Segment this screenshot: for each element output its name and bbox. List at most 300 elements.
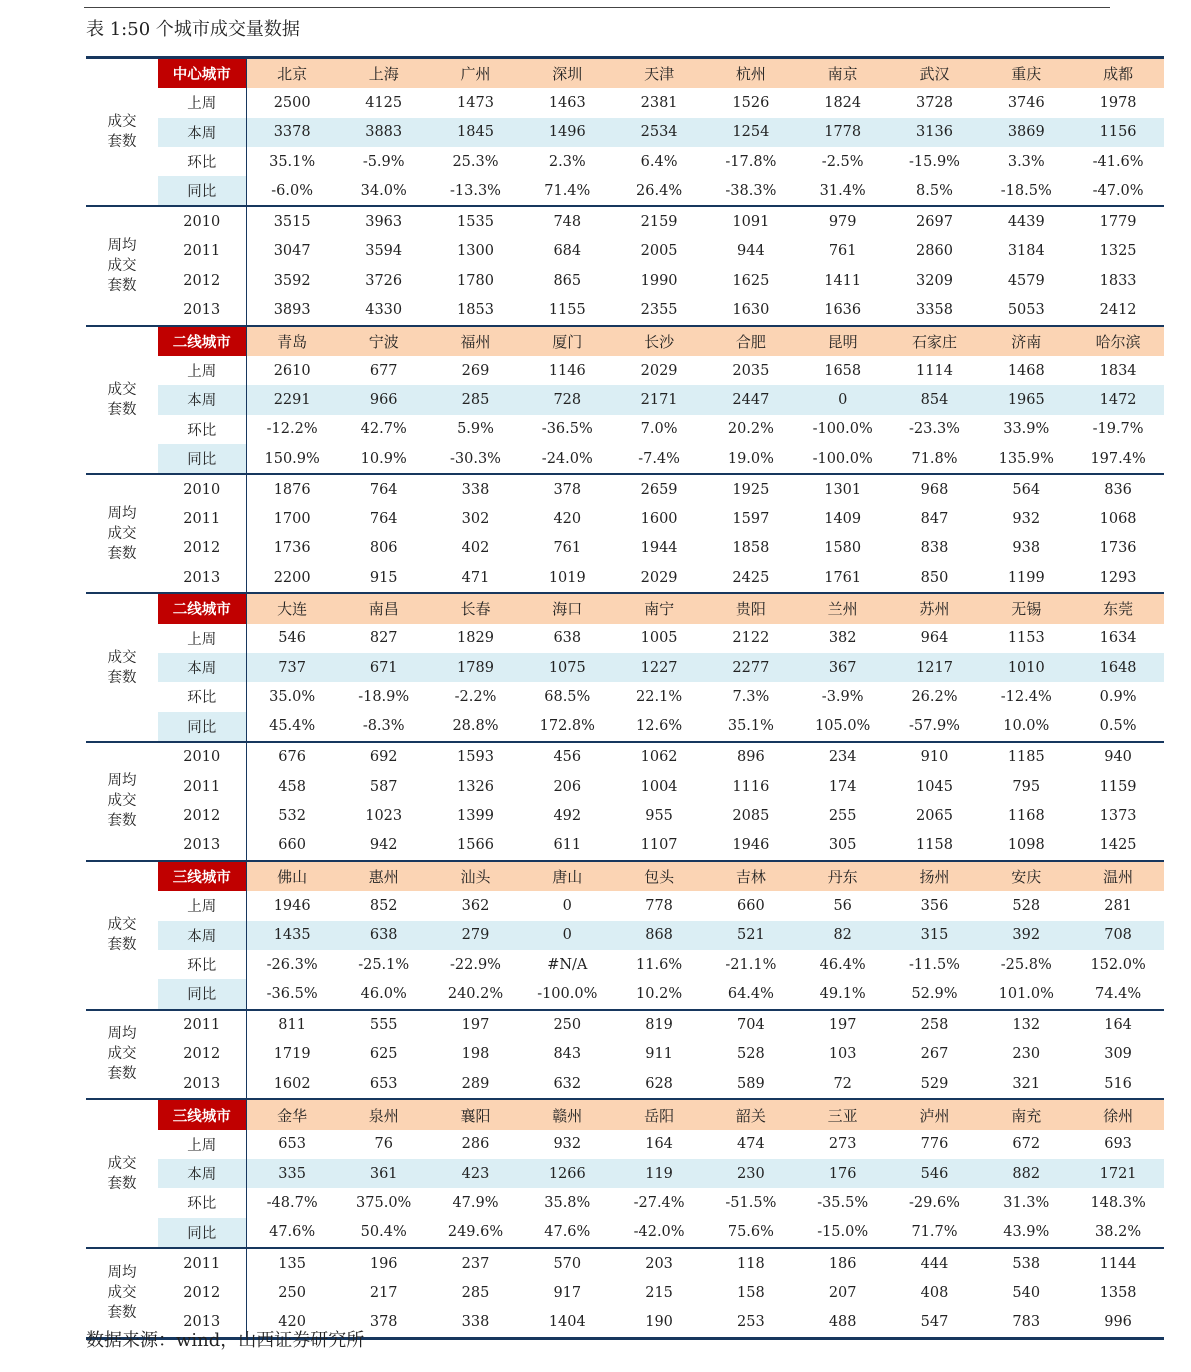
data-cell: 321 [1012, 1075, 1041, 1092]
data-cell: 285 [461, 1284, 490, 1301]
data-cell: 492 [553, 808, 582, 825]
data-cell: 1853 [457, 302, 494, 319]
row-label: 同比 [158, 712, 246, 742]
data-cell: 3893 [273, 302, 311, 319]
table-row [86, 415, 1164, 444]
data-cell: 540 [1012, 1284, 1041, 1301]
data-cell: 1876 [246, 474, 338, 504]
city-name: 岳阳 [613, 1099, 705, 1129]
data-cell: 0.9% [1099, 688, 1137, 705]
data-cell: 638 [338, 921, 430, 950]
city-name: 南充 [980, 1099, 1072, 1129]
table-row [86, 682, 1164, 711]
city-name: 合肥 [705, 326, 797, 356]
data-cell: 1404 [548, 1314, 586, 1331]
data-cell: 3728 [916, 94, 953, 111]
row-label: 2013 [158, 1307, 246, 1338]
data-cell: 474 [737, 1136, 765, 1153]
data-cell: 250 [521, 1010, 613, 1040]
data-cell: -11.5% [908, 956, 960, 973]
city-name: 丹东 [797, 861, 889, 891]
data-cell: 684 [553, 243, 582, 260]
data-cell: 2534 [613, 118, 705, 147]
data-cell: -42.0% [633, 1224, 685, 1241]
data-cell: 456 [521, 742, 613, 772]
data-cell: 176 [797, 1159, 889, 1188]
city-name: 兰州 [797, 593, 889, 623]
table-row [86, 1248, 1164, 1278]
data-cell: 47.9% [452, 1194, 499, 1211]
data-cell: 589 [737, 1075, 765, 1092]
table-row [86, 266, 1164, 295]
data-cell: 1409 [824, 511, 862, 528]
data-cell: 198 [461, 1046, 490, 1063]
table-row [86, 772, 1164, 801]
data-cell: 103 [828, 1046, 857, 1063]
data-cell: 302 [461, 511, 490, 528]
data-cell: 2159 [613, 206, 705, 236]
table-row [86, 742, 1164, 772]
data-cell: 402 [461, 540, 490, 557]
city-name: 福州 [430, 326, 522, 356]
data-cell: 708 [1072, 921, 1164, 950]
data-cell: 3358 [916, 302, 953, 319]
row-label: 同比 [158, 176, 246, 206]
data-cell: 1411 [824, 272, 862, 289]
data-cell: 273 [828, 1136, 857, 1153]
data-cell: 3136 [889, 118, 981, 147]
city-name: 杭州 [705, 58, 797, 89]
data-cell: 375.0% [356, 1194, 412, 1211]
data-cell: -25.8% [1000, 956, 1052, 973]
city-name: 武汉 [889, 58, 981, 89]
data-cell: 1293 [1099, 569, 1137, 586]
row-label: 上周 [158, 891, 246, 920]
data-cell: 356 [920, 897, 949, 914]
data-cell: 34.0% [360, 182, 407, 199]
data-cell: 378 [369, 1314, 398, 1331]
data-cell: -13.3% [450, 182, 501, 199]
data-cell: 811 [246, 1010, 338, 1040]
data-cell: -2.2% [454, 688, 497, 705]
data-cell: -51.5% [725, 1194, 777, 1211]
data-cell: 35.0% [269, 688, 316, 705]
table-row [86, 295, 1164, 325]
data-cell: -36.5% [266, 985, 318, 1002]
city-name: 昆明 [797, 326, 889, 356]
data-cell: -7.4% [638, 450, 680, 467]
city-name: 济南 [980, 326, 1072, 356]
data-cell: 865 [553, 272, 582, 289]
data-cell: 1254 [705, 118, 797, 147]
city-name: 赣州 [521, 1099, 613, 1129]
city-name: 无锡 [980, 593, 1072, 623]
data-cell: 1159 [1099, 778, 1137, 795]
table-row [86, 921, 1164, 950]
group-label: 周均 成交 套数 [86, 474, 158, 593]
data-cell: 1399 [457, 808, 494, 825]
data-cell: 25.3% [452, 153, 499, 170]
data-cell: 1435 [246, 921, 338, 950]
city-name: 温州 [1072, 861, 1164, 891]
city-tier-badge: 二线城市 [158, 326, 246, 356]
data-cell: 838 [920, 540, 949, 557]
data-cell: 279 [430, 921, 522, 950]
data-cell: 22.1% [636, 688, 683, 705]
data-cell: 56 [833, 897, 852, 914]
data-cell: 285 [430, 385, 522, 414]
city-name: 南昌 [338, 593, 430, 623]
data-cell: 75.6% [727, 1224, 774, 1241]
data-cell: 2029 [640, 569, 678, 586]
table-row [86, 1010, 1164, 1040]
group-label: 周均 成交 套数 [86, 206, 158, 325]
data-cell: 164 [1072, 1010, 1164, 1040]
city-name: 北京 [246, 58, 338, 89]
city-name: 吉林 [705, 861, 797, 891]
row-label: 本周 [158, 118, 246, 147]
data-cell: -26.3% [266, 956, 318, 973]
table-row [86, 118, 1164, 147]
data-cell: 1990 [640, 272, 678, 289]
data-cell: 783 [1012, 1314, 1041, 1331]
city-name: 汕头 [430, 861, 522, 891]
data-cell: -38.3% [725, 182, 777, 199]
data-cell: 3726 [365, 272, 403, 289]
row-label: 2013 [158, 1069, 246, 1099]
data-cell: 1597 [732, 511, 770, 528]
data-cell: 911 [645, 1046, 673, 1063]
data-cell: 1155 [548, 302, 586, 319]
data-cell: 1217 [889, 653, 981, 682]
city-name: 南京 [797, 58, 889, 89]
row-label: 环比 [158, 950, 246, 979]
data-cell: 761 [553, 540, 582, 557]
data-cell: 1019 [548, 569, 586, 586]
data-cell: -23.3% [908, 421, 960, 438]
data-cell: 587 [369, 778, 398, 795]
data-cell: -12.2% [266, 421, 318, 438]
data-cell: 528 [737, 1046, 765, 1063]
data-cell: 1010 [980, 653, 1072, 682]
data-cell: 250 [278, 1284, 306, 1301]
data-cell: 31.4% [819, 182, 866, 199]
data-cell: -48.7% [266, 1194, 318, 1211]
data-cell: 269 [461, 362, 490, 379]
table-row [86, 1130, 1164, 1159]
city-name: 苏州 [889, 593, 981, 623]
row-label: 本周 [158, 1159, 246, 1188]
data-cell: 761 [828, 243, 857, 260]
data-cell: 47.6% [269, 1224, 316, 1241]
data-cell: 868 [613, 921, 705, 950]
city-name: 惠州 [338, 861, 430, 891]
data-cell: 1158 [916, 837, 953, 854]
data-cell: 76 [374, 1136, 393, 1153]
table-row [86, 504, 1164, 533]
table-row [86, 444, 1164, 474]
data-cell: 196 [338, 1248, 430, 1278]
group-label: 周均 成交 套数 [86, 1248, 158, 1338]
city-name: 成都 [1072, 58, 1164, 89]
data-cell: 361 [338, 1159, 430, 1188]
row-label: 2011 [158, 1248, 246, 1278]
row-label: 2013 [158, 563, 246, 593]
data-cell: 382 [828, 630, 857, 647]
row-label: 2010 [158, 742, 246, 772]
data-cell: 3746 [1007, 94, 1045, 111]
data-cell: 843 [553, 1046, 582, 1063]
data-cell: 2.3% [548, 153, 586, 170]
city-name: 大连 [246, 593, 338, 623]
data-cell: 628 [645, 1075, 673, 1092]
data-cell: 532 [278, 808, 306, 825]
row-label: 同比 [158, 979, 246, 1009]
data-cell: -57.9% [908, 718, 960, 735]
data-cell: 2035 [732, 362, 770, 379]
data-cell: 1700 [273, 511, 311, 528]
row-label: 同比 [158, 1218, 246, 1248]
data-cell: 1004 [640, 778, 678, 795]
row-label: 2011 [158, 237, 246, 266]
data-cell: 3209 [916, 272, 953, 289]
data-cell: -21.1% [725, 956, 777, 973]
data-cell: 1845 [430, 118, 522, 147]
data-cell: 3592 [273, 272, 311, 289]
data-cell: 68.5% [544, 688, 591, 705]
data-cell: 955 [645, 808, 673, 825]
data-cell: 1602 [273, 1075, 311, 1092]
top-rule [84, 7, 1110, 8]
data-cell: 1185 [980, 742, 1072, 772]
data-cell: -22.9% [450, 956, 501, 973]
data-cell: 286 [461, 1136, 490, 1153]
city-header-row [86, 326, 1164, 356]
data-cell: 132 [980, 1010, 1072, 1040]
data-cell: 488 [828, 1314, 857, 1331]
table-row [86, 1159, 1164, 1188]
data-cell: 1091 [705, 206, 797, 236]
data-cell: 4579 [1007, 272, 1045, 289]
data-cell: -29.6% [908, 1194, 960, 1211]
data-cell: 2447 [705, 385, 797, 414]
data-cell: 1630 [732, 302, 770, 319]
data-cell: 33.9% [1003, 421, 1050, 438]
data-cell: 1146 [548, 362, 586, 379]
data-cell: 0 [797, 385, 889, 414]
data-cell: 2291 [246, 385, 338, 414]
row-label: 2013 [158, 295, 246, 325]
data-cell: 882 [980, 1159, 1072, 1188]
city-name: 深圳 [521, 58, 613, 89]
data-cell: 315 [889, 921, 981, 950]
data-cell: 1373 [1099, 808, 1137, 825]
data-cell: 1829 [457, 630, 494, 647]
data-cell: 45.4% [269, 718, 316, 735]
data-cell: 4125 [365, 94, 403, 111]
data-cell: 1824 [824, 94, 862, 111]
data-cell: 338 [430, 474, 522, 504]
data-cell: 1325 [1099, 243, 1137, 260]
row-label: 本周 [158, 653, 246, 682]
city-name: 海口 [521, 593, 613, 623]
table-row [86, 534, 1164, 563]
data-cell: 152.0% [1090, 956, 1146, 973]
data-cell: 148.3% [1090, 1194, 1146, 1211]
city-tier-badge: 三线城市 [158, 861, 246, 891]
data-cell: 1463 [548, 94, 586, 111]
row-label: 本周 [158, 385, 246, 414]
city-name: 长沙 [613, 326, 705, 356]
group-label: 周均 成交 套数 [86, 742, 158, 861]
data-cell: -25.1% [358, 956, 410, 973]
data-cell: 197 [430, 1010, 522, 1040]
city-name: 襄阳 [430, 1099, 522, 1129]
data-cell: 289 [461, 1075, 490, 1092]
data-cell: 671 [338, 653, 430, 682]
group-label: 成交 套数 [86, 593, 158, 741]
row-label: 环比 [158, 415, 246, 444]
data-cell: 2381 [640, 94, 678, 111]
data-cell: -2.5% [821, 153, 864, 170]
data-cell: 3869 [980, 118, 1072, 147]
table-row [86, 1218, 1164, 1248]
data-cell: 249.6% [447, 1224, 504, 1241]
data-cell: 164 [645, 1136, 673, 1153]
data-cell: 932 [553, 1136, 582, 1153]
data-cell: 1300 [457, 243, 494, 260]
data-cell: -15.0% [817, 1224, 869, 1241]
city-name: 天津 [613, 58, 705, 89]
table-row [86, 1040, 1164, 1069]
data-cell: 1566 [457, 837, 494, 854]
data-cell: -3.9% [821, 688, 864, 705]
row-label: 同比 [158, 444, 246, 474]
data-cell: 135 [246, 1248, 338, 1278]
data-cell: 2425 [732, 569, 770, 586]
data-cell: 158 [737, 1284, 765, 1301]
data-cell: 74.4% [1095, 985, 1142, 1002]
city-name: 南宁 [613, 593, 705, 623]
data-cell: 46.4% [819, 956, 866, 973]
data-cell: 2697 [889, 206, 981, 236]
data-cell: 46.0% [360, 985, 407, 1002]
data-cell: 35.1% [727, 718, 774, 735]
data-cell: 1789 [430, 653, 522, 682]
data-cell: 1496 [521, 118, 613, 147]
table-row [86, 563, 1164, 593]
data-cell: 676 [246, 742, 338, 772]
city-name: 包头 [613, 861, 705, 891]
data-cell: 1658 [824, 362, 862, 379]
data-cell: 47.6% [544, 1224, 591, 1241]
city-name: 贵阳 [705, 593, 797, 623]
data-cell: 538 [980, 1248, 1072, 1278]
table-row [86, 1278, 1164, 1307]
data-cell: 1833 [1099, 272, 1137, 289]
data-cell: 7.3% [732, 688, 770, 705]
data-cell: 1978 [1099, 94, 1137, 111]
data-cell: 362 [461, 897, 490, 914]
data-cell: 1473 [457, 94, 494, 111]
data-cell: 1144 [1072, 1248, 1164, 1278]
city-tier-badge: 二线城市 [158, 593, 246, 623]
data-cell: 105.0% [815, 718, 871, 735]
data-cell: 1045 [916, 778, 953, 795]
data-cell: 6.4% [640, 153, 678, 170]
data-cell: -35.5% [817, 1194, 869, 1211]
data-cell: 1780 [457, 272, 494, 289]
data-cell: 118 [705, 1248, 797, 1278]
row-label: 上周 [158, 88, 246, 117]
data-cell: 197.4% [1090, 450, 1146, 467]
data-cell: 26.2% [911, 688, 958, 705]
row-label: 环比 [158, 1188, 246, 1217]
table-row [86, 831, 1164, 861]
data-cell: 1721 [1072, 1159, 1164, 1188]
data-cell: -18.5% [1000, 182, 1052, 199]
data-cell: 82 [797, 921, 889, 950]
data-cell: 806 [369, 540, 398, 557]
data-cell: 2860 [916, 243, 953, 260]
data-cell: 1468 [1007, 362, 1045, 379]
data-cell: 737 [246, 653, 338, 682]
data-cell: 638 [553, 630, 582, 647]
data-cell: 2610 [273, 362, 311, 379]
data-cell: 896 [705, 742, 797, 772]
row-label: 本周 [158, 921, 246, 950]
row-label: 2011 [158, 504, 246, 533]
city-name: 扬州 [889, 861, 981, 891]
table-row [86, 979, 1164, 1009]
data-cell: 471 [461, 569, 490, 586]
data-cell: 5.9% [457, 421, 494, 438]
data-cell: 253 [737, 1314, 765, 1331]
table-row [86, 801, 1164, 830]
data-cell: 1326 [457, 778, 494, 795]
city-name: 金华 [246, 1099, 338, 1129]
group-label: 成交 套数 [86, 861, 158, 1009]
data-cell: -27.4% [633, 1194, 685, 1211]
data-cell: 632 [553, 1075, 582, 1092]
table-row [86, 356, 1164, 385]
row-label: 上周 [158, 624, 246, 653]
city-name: 厦门 [521, 326, 613, 356]
city-name: 重庆 [980, 58, 1072, 89]
data-cell: 203 [613, 1248, 705, 1278]
data-cell: 3883 [338, 118, 430, 147]
data-cell: 966 [338, 385, 430, 414]
data-cell: 42.7% [360, 421, 407, 438]
table-row [86, 147, 1164, 176]
data-cell: 1925 [705, 474, 797, 504]
city-name: 徐州 [1072, 1099, 1164, 1129]
data-cell: -8.3% [362, 718, 405, 735]
row-label: 2011 [158, 1010, 246, 1040]
data-cell: 827 [369, 630, 398, 647]
data-cell: 2065 [916, 808, 953, 825]
data-cell: 215 [645, 1284, 673, 1301]
table-row [86, 88, 1164, 117]
data-cell: 206 [553, 778, 582, 795]
data-cell: 3515 [246, 206, 338, 236]
data-cell: 3963 [338, 206, 430, 236]
table-row [86, 712, 1164, 742]
data-cell: 1719 [273, 1046, 311, 1063]
data-cell: 423 [430, 1159, 522, 1188]
city-name: 安庆 [980, 861, 1072, 891]
data-cell: 72 [833, 1075, 852, 1092]
